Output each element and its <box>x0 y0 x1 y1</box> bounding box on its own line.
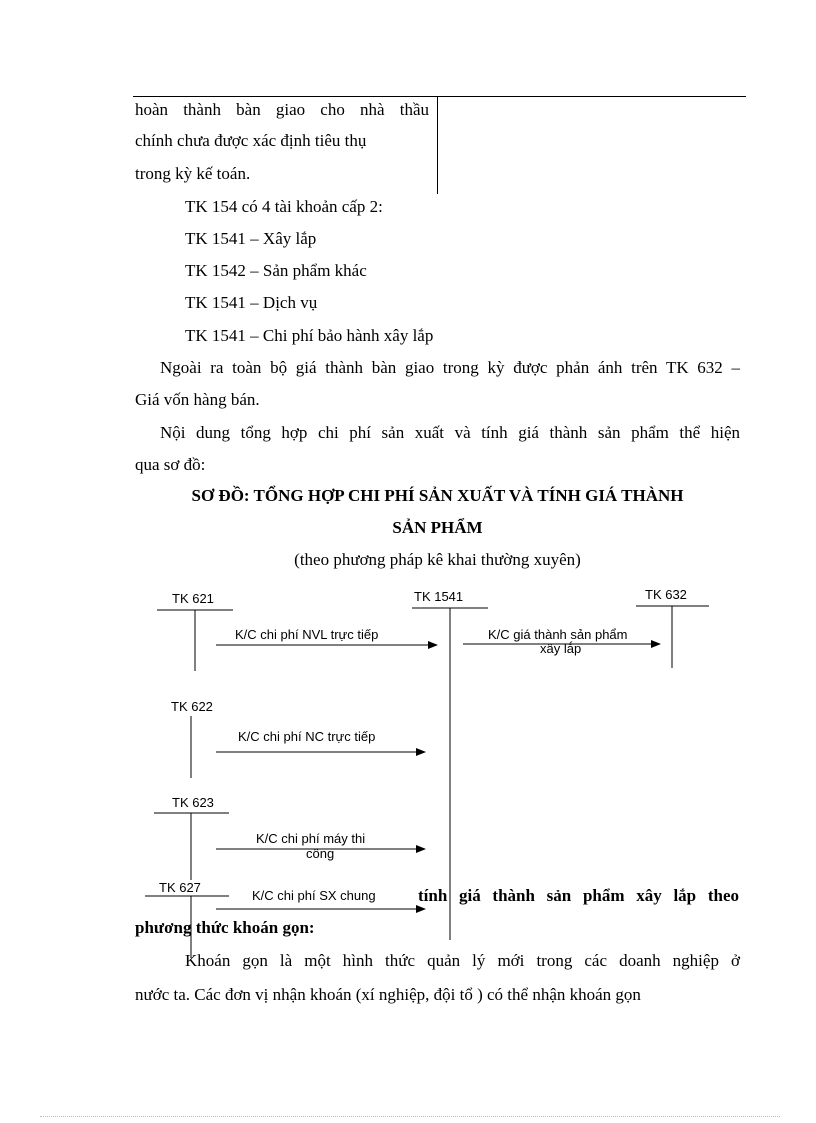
body-line: nước ta. Các đơn vị nhận khoán (xí nghiệp, đội tổ ) có thể nhận khoán gọn <box>135 985 641 1004</box>
arrow-label-gia-thanh: K/C giá thành sản phẩm <box>488 627 628 642</box>
body-line: Khoán gọn là một hình thức quản lý mới trong các doanh nghiệp ở <box>185 951 740 970</box>
tk621-label: TK 621 <box>172 591 214 606</box>
account-item: TK 1541 – Dịch vụ <box>185 293 318 312</box>
arrow-label-may-2: công <box>306 846 335 861</box>
table-cell-line: trong kỳ kế toán. <box>135 164 251 183</box>
table-cell-line: chính chưa được xác định tiêu thụ <box>135 131 367 150</box>
account-item: TK 1541 – Xây lắp <box>185 229 317 248</box>
arrow-label-nvl: K/C chi phí NVL trực tiếp <box>235 627 379 642</box>
arrow-label-nc: K/C chi phí NC trực tiếp <box>238 729 376 744</box>
paragraph-line: Giá vốn hàng bán. <box>135 390 260 409</box>
section-heading: tính giá thành sản phẩm xây lắp theo <box>418 886 739 905</box>
paragraph-line: qua sơ đồ: <box>135 455 206 474</box>
section-heading-line2: phương thức khoán gọn: <box>135 918 315 937</box>
arrow-label-may: K/C chi phí máy thi <box>256 831 366 846</box>
diagram-title: SƠ ĐỒ: TỔNG HỢP CHI PHÍ SẢN XUẤT VÀ TÍNH GIÁ THÀNH <box>191 486 684 505</box>
tk627-label: TK 627 <box>159 880 201 895</box>
account-item: TK 1541 – Chi phí bảo hành xây lắp <box>185 326 434 345</box>
page-footer-divider <box>40 1116 780 1117</box>
tk1541-label: TK 1541 <box>414 589 464 604</box>
paragraph-line: Ngoài ra toàn bộ giá thành bàn giao trong kỳ được phản ánh trên TK 632 – <box>160 358 740 377</box>
account-item: TK 1542 – Sản phẩm khác <box>185 261 367 280</box>
tk622-label: TK 622 <box>171 699 213 714</box>
arrow-label-gia-thanh-2: xây lắp <box>540 641 582 656</box>
accounts-intro: TK 154 có 4 tài khoản cấp 2: <box>185 197 383 216</box>
diagram-title-line2: SẢN PHẨM <box>392 518 483 537</box>
tk623-label: TK 623 <box>172 795 214 810</box>
tk632-label: TK 632 <box>645 587 687 602</box>
table-cell-line: hoàn thành bàn giao cho nhà thầu <box>135 100 429 119</box>
arrow-label-sxc: K/C chi phí SX chung <box>252 888 376 903</box>
diagram-subtitle: (theo phương pháp kê khai thường xuyên) <box>294 550 581 569</box>
paragraph-line: Nội dung tổng hợp chi phí sản xuất và tính giá thành sản phẩm thể hiện <box>160 423 740 442</box>
